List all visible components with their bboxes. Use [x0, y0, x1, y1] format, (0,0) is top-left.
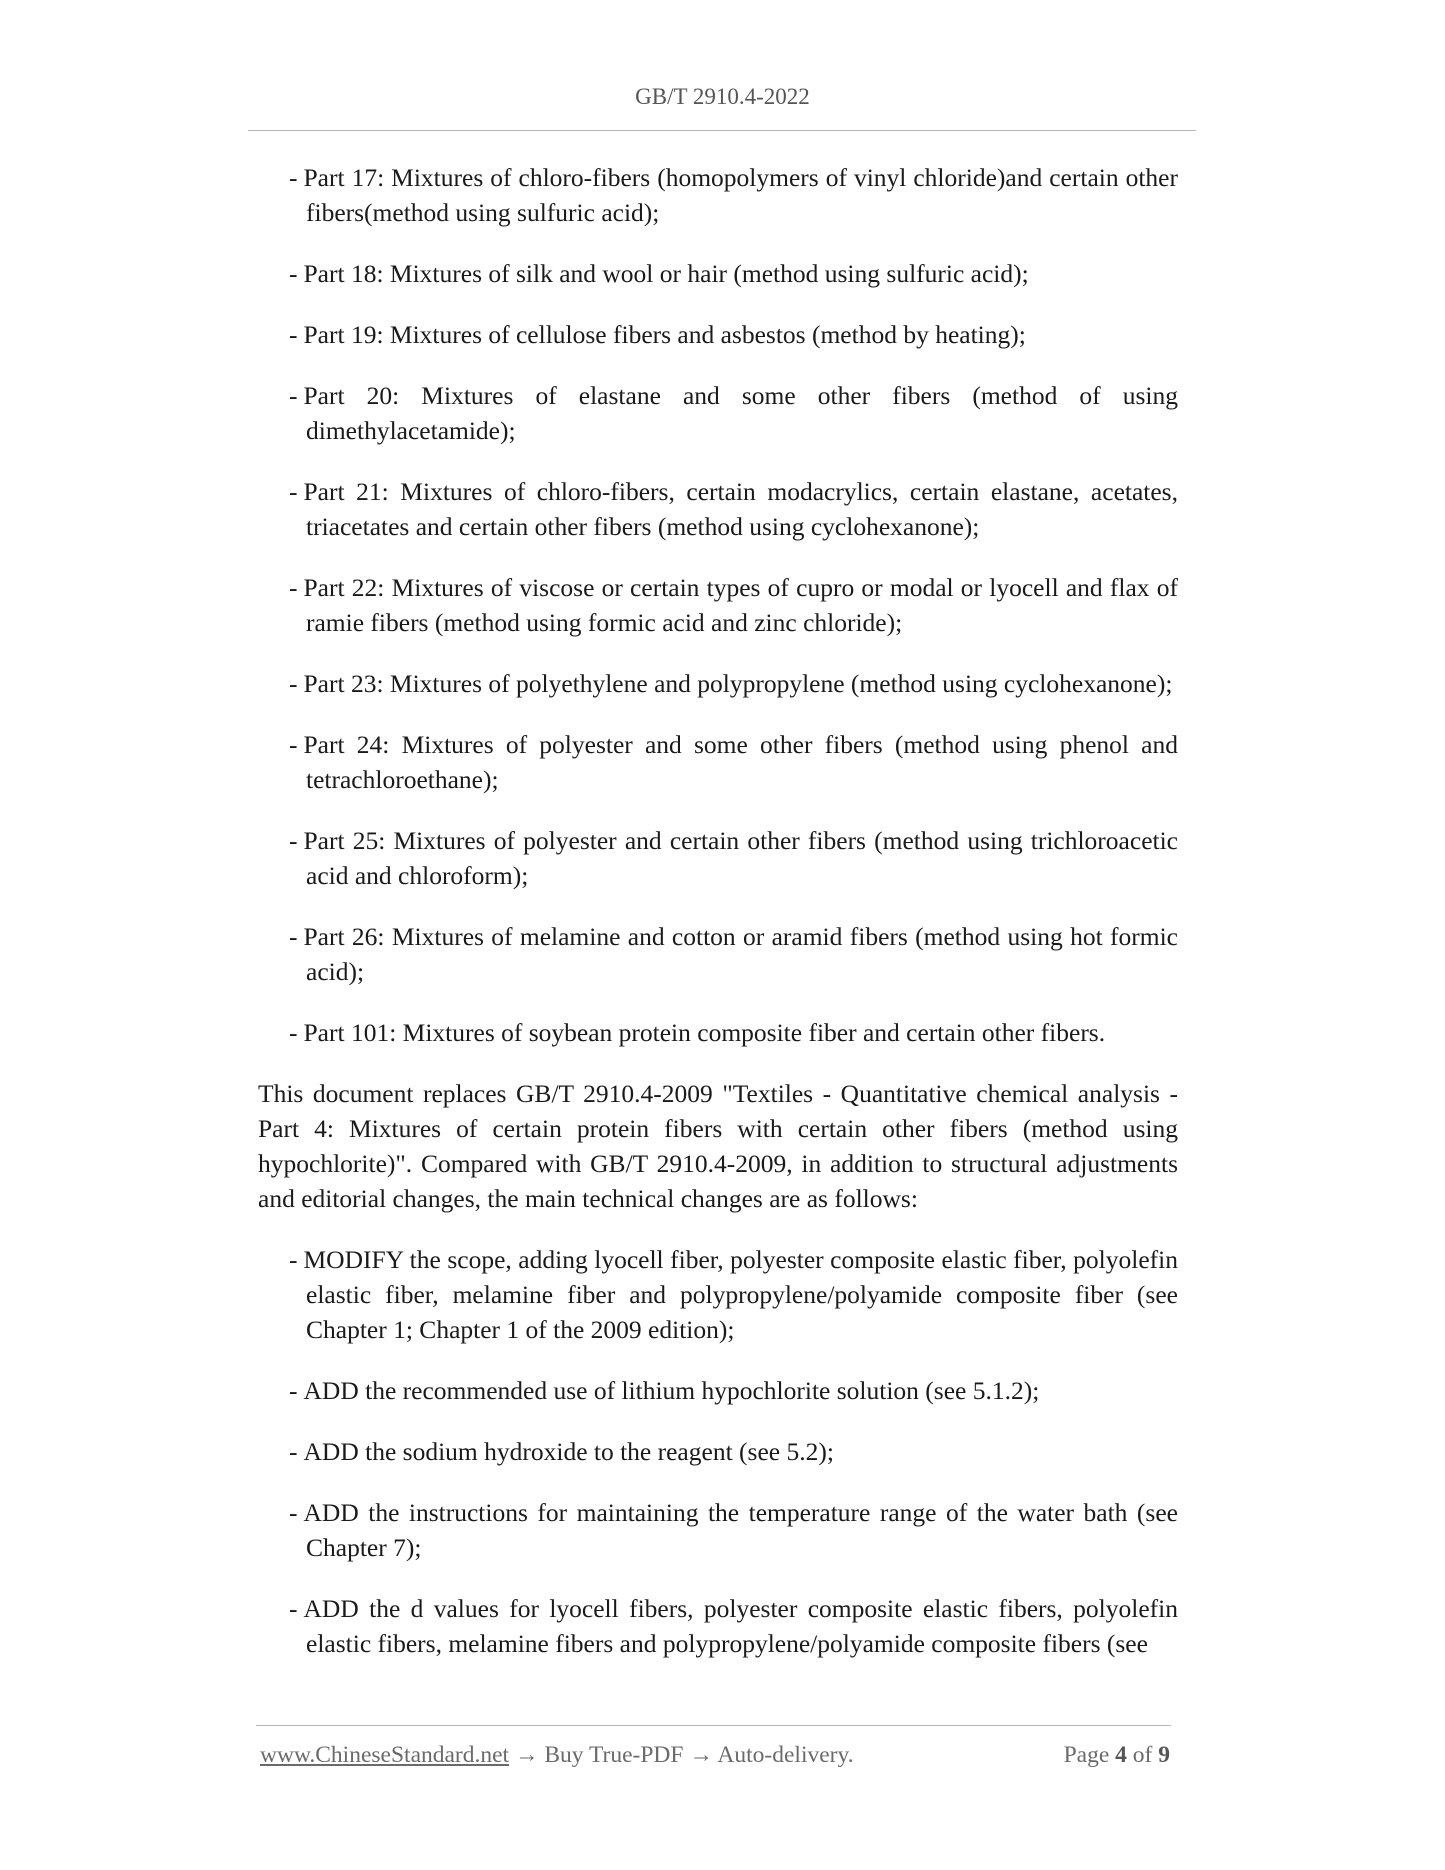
list-dash: - — [289, 1245, 298, 1274]
list-item — [289, 378, 1178, 448]
list-item — [289, 160, 1178, 230]
changes-list — [258, 1242, 1178, 1661]
list-dash: - — [289, 1376, 298, 1405]
list-item-text: Part 25: Mixtures of polyester and certain other fibers (method using trichloroacetic acid and chloroform); — [303, 826, 1178, 890]
header-divider — [248, 130, 1196, 131]
list-dash: - — [289, 922, 298, 951]
page-indicator — [1064, 1742, 1170, 1769]
list-item — [289, 1242, 1178, 1347]
list-dash: - — [289, 163, 298, 192]
list-item-text: ADD the recommended use of lithium hypochlorite solution (see 5.1.2); — [303, 1376, 1040, 1405]
list-dash: - — [289, 1594, 298, 1623]
list-item — [289, 919, 1178, 989]
parts-list — [258, 160, 1178, 1050]
list-item-text: Part 22: Mixtures of viscose or certain types of cupro or modal or lyocell and flax of ramie fibers (method using formic acid and zinc chloride); — [303, 573, 1178, 637]
auto-delivery-text: Auto-delivery. — [717, 1742, 854, 1768]
list-item-text: Part 23: Mixtures of polyethylene and polypropylene (method using cyclohexanone); — [303, 669, 1173, 698]
list-item — [289, 570, 1178, 640]
list-dash: - — [289, 1018, 298, 1047]
list-item — [289, 1373, 1178, 1408]
list-item — [289, 256, 1178, 291]
list-item — [289, 317, 1178, 352]
list-item — [289, 1495, 1178, 1565]
website-link[interactable]: www.ChineseStandard.net — [260, 1742, 510, 1768]
page-total: 9 — [1158, 1742, 1170, 1768]
list-item — [289, 1434, 1178, 1469]
document-body — [258, 160, 1178, 1687]
list-dash: - — [289, 320, 298, 349]
replaces-paragraph: This document replaces GB/T 2910.4-2009 "Textiles - Quantitative chemical analysis - Part 4: Mixtures of certain protein fibers with certain other fibers (method using hypochlorite)". Compared with GB/T 2910.4-2009, in addition to structural adjustments and editorial changes, the main technical changes are as follows: — [258, 1079, 1178, 1213]
arrow-right-icon: → — [689, 1742, 713, 1768]
page-label: Page — [1063, 1742, 1110, 1768]
list-item-text: Part 20: Mixtures of elastane and some other fibers (method of using dimethylacetamide); — [303, 381, 1178, 445]
list-item-text: MODIFY the scope, adding lyocell fiber, polyester composite elastic fiber, polyolefin elastic fiber, melamine fiber and polypropylene/polyamide composite fiber (see Chapter 1; Chapter 1 of the 2009 edition); — [303, 1245, 1178, 1344]
list-dash: - — [289, 730, 298, 759]
list-dash: - — [289, 381, 298, 410]
list-item-text: ADD the sodium hydroxide to the reagent (see 5.2); — [303, 1437, 834, 1466]
list-item — [289, 1591, 1178, 1661]
list-dash: - — [289, 477, 298, 506]
list-item — [289, 1015, 1178, 1050]
list-item — [289, 474, 1178, 544]
footer-promo — [260, 1742, 854, 1769]
list-dash: - — [289, 259, 298, 288]
arrow-right-icon: → — [514, 1742, 539, 1768]
list-item-text: Part 19: Mixtures of cellulose fibers and asbestos (method by heating); — [303, 320, 1026, 349]
list-item-text: Part 18: Mixtures of silk and wool or hair (method using sulfuric acid); — [303, 259, 1029, 288]
list-item-text: ADD the d values for lyocell fibers, polyester composite elastic fibers, polyolefin elastic fibers, melamine fibers and polypropylene/polyamide composite fibers (see — [303, 1594, 1178, 1658]
list-item-text: Part 17: Mixtures of chloro-fibers (homopolymers of vinyl chloride)and certain other fibers(method using sulfuric acid); — [303, 163, 1178, 227]
page-of-label: of — [1132, 1742, 1153, 1768]
list-item-text: Part 26: Mixtures of melamine and cotton or aramid fibers (method using hot formic acid); — [303, 922, 1178, 986]
page-current: 4 — [1115, 1742, 1127, 1768]
list-item-text: Part 24: Mixtures of polyester and some other fibers (method using phenol and tetrachloroethane); — [303, 730, 1178, 794]
page-header-title: GB/T 2910.4-2022 — [635, 84, 810, 109]
list-item-text: Part 21: Mixtures of chloro-fibers, certain modacrylics, certain elastane, acetates, triacetates and certain other fibers (method using cyclohexanone); — [303, 477, 1178, 541]
list-dash: - — [289, 826, 298, 855]
list-item — [289, 666, 1178, 701]
buy-true-pdf-text: Buy True-PDF — [544, 1742, 684, 1768]
list-item-text: Part 101: Mixtures of soybean protein composite fiber and certain other fibers. — [303, 1018, 1106, 1047]
list-dash: - — [289, 573, 298, 602]
list-item-text: ADD the instructions for maintaining the temperature range of the water bath (see Chapter 7); — [303, 1498, 1178, 1562]
list-dash: - — [289, 669, 298, 698]
list-dash: - — [289, 1498, 298, 1527]
list-dash: - — [289, 1437, 298, 1466]
list-item — [289, 727, 1178, 797]
footer-divider — [256, 1725, 1171, 1726]
list-item — [289, 823, 1178, 893]
